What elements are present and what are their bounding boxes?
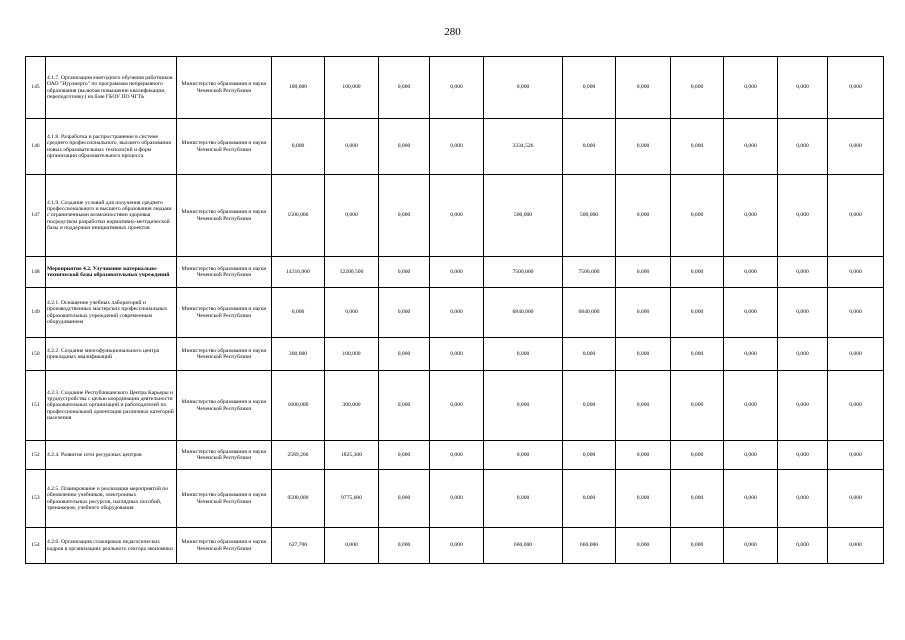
executor-cell: Министерство образования и науки Чеченской Республики <box>177 288 272 338</box>
funding-value-cell: 0,000 <box>430 441 484 470</box>
funding-value-cell: 0,000 <box>778 441 828 470</box>
funding-value-cell: 7500,000 <box>563 257 616 288</box>
funding-value-cell: 500,000 <box>484 175 563 257</box>
table-row <box>26 288 884 338</box>
funding-value-cell: 0,000 <box>724 371 778 441</box>
funding-value-cell: 0,000 <box>724 470 778 528</box>
executor-cell: Министерство образования и науки Чеченской Республики <box>177 528 272 564</box>
funding-value-cell: 100,000 <box>325 57 379 119</box>
funding-value-cell: 0,000 <box>778 470 828 528</box>
funding-value-cell: 0,000 <box>325 119 379 175</box>
measure-description: 4.2.4. Развитие сети ресурсных центров <box>46 441 177 470</box>
funding-value-cell: 0,000 <box>616 119 671 175</box>
funding-value-cell: 2589,200 <box>272 441 325 470</box>
measure-description: Мероприятие 4.2. Улучшение материально-технической базы образовательных учреждений <box>46 257 177 288</box>
funding-value-cell: 0,000 <box>379 338 430 371</box>
funding-value-cell: 0,000 <box>828 470 884 528</box>
funding-value-cell: 0,000 <box>484 470 563 528</box>
funding-value-cell: 1500,000 <box>272 175 325 257</box>
row-number: 147 <box>26 175 46 257</box>
funding-value-cell: 0,000 <box>828 528 884 564</box>
funding-value-cell: 0,000 <box>778 257 828 288</box>
measure-description: 4.1.9. Создание условий для получения среднего профессионального и высшего образования людьми с ограниченными возможностями здоровья посредством разработки нормативно-методической базы и поддержки инициативных проектов <box>46 175 177 257</box>
funding-value-cell: 0,000 <box>379 371 430 441</box>
funding-value-cell: 0,000 <box>616 257 671 288</box>
table-row <box>26 257 884 288</box>
funding-value-cell: 0,000 <box>616 57 671 119</box>
funding-value-cell: 0,000 <box>671 338 724 371</box>
funding-value-cell: 0,000 <box>828 338 884 371</box>
table-row <box>26 371 884 441</box>
funding-value-cell: 0,000 <box>778 371 828 441</box>
measure-description: 4.2.3. Создание Республиканского Центра Карьеры и трудоустройства с целью координации деятельности образовательных организаций и работодателей по профессиональной ориентации различных категорий населения <box>46 371 177 441</box>
row-number: 146 <box>26 119 46 175</box>
table-row <box>26 528 884 564</box>
executor-cell: Министерство образования и науки Чеченской Республики <box>177 371 272 441</box>
table-row <box>26 119 884 175</box>
funding-value-cell: 0,000 <box>484 441 563 470</box>
funding-value-cell: 0,000 <box>828 441 884 470</box>
funding-value-cell: 0,000 <box>724 175 778 257</box>
funding-value-cell: 0,000 <box>671 528 724 564</box>
executor-cell: Министерство образования и науки Чеченской Республики <box>177 257 272 288</box>
measure-description: 4.2.1. Оснащение учебных лабораторий и производственных мастерских профессиональных образовательных учреждений современным оборудованием <box>46 288 177 338</box>
row-number: 153 <box>26 470 46 528</box>
funding-value-cell: 0,000 <box>778 119 828 175</box>
funding-value-cell: 0,000 <box>616 470 671 528</box>
funding-value-cell: 0,000 <box>379 528 430 564</box>
funding-value-cell: 627,700 <box>272 528 325 564</box>
measure-description: 4.2.6. Организация стажировок педагогических кадров в организациях реального сектора экономики <box>46 528 177 564</box>
funding-value-cell: 0,000 <box>325 288 379 338</box>
row-number: 145 <box>26 57 46 119</box>
row-number: 154 <box>26 528 46 564</box>
funding-value-cell: 0,000 <box>563 371 616 441</box>
funding-value-cell: 7500,000 <box>484 257 563 288</box>
executor-cell: Министерство образования и науки Чеченской Республики <box>177 338 272 371</box>
executor-cell: Министерство образования и науки Чеченской Республики <box>177 441 272 470</box>
funding-value-cell: 12200,500 <box>325 257 379 288</box>
funding-value-cell: 0,000 <box>563 57 616 119</box>
row-number: 150 <box>26 338 46 371</box>
executor-cell: Министерство образования и науки Чеченской Республики <box>177 57 272 119</box>
funding-value-cell: 0,000 <box>430 338 484 371</box>
executor-cell: Министерство образования и науки Чеченской Республики <box>177 470 272 528</box>
funding-value-cell: 0,000 <box>778 175 828 257</box>
funding-value-cell: 0,000 <box>563 470 616 528</box>
funding-value-cell: 300,000 <box>325 371 379 441</box>
executor-cell: Министерство образования и науки Чеченской Республики <box>177 119 272 175</box>
funding-value-cell: 0,000 <box>778 57 828 119</box>
funding-value-cell: 0,000 <box>671 371 724 441</box>
executor-cell: Министерство образования и науки Чеченской Республики <box>177 175 272 257</box>
funding-value-cell: 0,000 <box>616 371 671 441</box>
funding-value-cell: 0,000 <box>379 57 430 119</box>
row-number: 149 <box>26 288 46 338</box>
funding-value-cell: 0,000 <box>828 371 884 441</box>
funding-value-cell: 0,000 <box>778 288 828 338</box>
funding-value-cell: 9775,000 <box>325 470 379 528</box>
funding-value-cell: 0,000 <box>325 528 379 564</box>
funding-value-cell: 500,000 <box>563 175 616 257</box>
funding-value-cell: 0,000 <box>430 57 484 119</box>
funding-value-cell: 0,000 <box>724 57 778 119</box>
row-number: 152 <box>26 441 46 470</box>
funding-value-cell: 0,000 <box>379 470 430 528</box>
funding-value-cell: 9500,000 <box>272 470 325 528</box>
funding-value-cell: 300,000 <box>272 338 325 371</box>
funding-value-cell: 0,000 <box>616 441 671 470</box>
budget-table <box>25 56 884 564</box>
row-number: 151 <box>26 371 46 441</box>
funding-value-cell: 0,000 <box>828 257 884 288</box>
funding-value-cell: 0,000 <box>671 175 724 257</box>
funding-value-cell: 0,000 <box>379 441 430 470</box>
funding-value-cell: 0,000 <box>430 470 484 528</box>
table-row <box>26 57 884 119</box>
funding-value-cell: 0,000 <box>828 119 884 175</box>
funding-value-cell: 0,000 <box>724 441 778 470</box>
funding-value-cell: 0,000 <box>616 288 671 338</box>
funding-value-cell: 0,000 <box>272 288 325 338</box>
funding-value-cell: 660,000 <box>563 528 616 564</box>
funding-value-cell: 0,000 <box>430 371 484 441</box>
funding-value-cell: 100,000 <box>325 338 379 371</box>
funding-value-cell: 0,000 <box>671 257 724 288</box>
funding-value-cell: 0,000 <box>379 175 430 257</box>
funding-value-cell: 0,000 <box>484 371 563 441</box>
funding-value-cell: 660,000 <box>484 528 563 564</box>
funding-value-cell: 100,000 <box>272 57 325 119</box>
measure-description: 4.1.8. Разработка и распространение в системе среднего профессионального, высшего образования новых образовательных технологий и форм организации образовательного процесса <box>46 119 177 175</box>
funding-value-cell: 0,000 <box>563 441 616 470</box>
funding-value-cell: 1825,300 <box>325 441 379 470</box>
funding-value-cell: 1600,000 <box>272 371 325 441</box>
funding-value-cell: 0,000 <box>724 119 778 175</box>
funding-value-cell: 0,000 <box>671 57 724 119</box>
funding-value-cell: 0,000 <box>430 119 484 175</box>
funding-value-cell: 0,000 <box>484 338 563 371</box>
funding-value-cell: 0,000 <box>563 338 616 371</box>
funding-value-cell: 14316,900 <box>272 257 325 288</box>
funding-value-cell: 0,000 <box>828 288 884 338</box>
table-row <box>26 441 884 470</box>
table-row <box>26 175 884 257</box>
funding-value-cell: 0,000 <box>430 257 484 288</box>
measure-description: 4.2.2. Создание многофункционального центра прикладных квалификаций <box>46 338 177 371</box>
funding-value-cell: 0,000 <box>724 257 778 288</box>
funding-value-cell: 0,000 <box>671 470 724 528</box>
funding-value-cell: 0,000 <box>379 288 430 338</box>
funding-value-cell: 0,000 <box>616 528 671 564</box>
funding-value-cell: 6840,000 <box>563 288 616 338</box>
funding-value-cell: 0,000 <box>778 338 828 371</box>
funding-value-cell: 0,000 <box>671 441 724 470</box>
funding-value-cell: 0,000 <box>379 257 430 288</box>
funding-value-cell: 0,000 <box>430 528 484 564</box>
table-row <box>26 338 884 371</box>
measure-description: 4.1.7. Организация ежегодного обучения работников ОАО "Нурэнерго" по программам непрерывного образования (включая повышение квалификации, переподготовку) на базе ГБОУ ПО ЧГТЬ <box>46 57 177 119</box>
funding-value-cell: 0,000 <box>671 288 724 338</box>
funding-value-cell: 0,000 <box>828 175 884 257</box>
funding-value-cell: 0,000 <box>430 288 484 338</box>
funding-value-cell: 0,000 <box>724 288 778 338</box>
row-number: 148 <box>26 257 46 288</box>
funding-value-cell: 0,000 <box>724 528 778 564</box>
funding-value-cell: 3334,526 <box>484 119 563 175</box>
funding-value-cell: 0,000 <box>379 119 430 175</box>
funding-value-cell: 0,000 <box>563 119 616 175</box>
funding-value-cell: 0,000 <box>778 528 828 564</box>
funding-value-cell: 0,000 <box>484 57 563 119</box>
funding-value-cell: 0,000 <box>671 119 724 175</box>
page-number: 280 <box>444 26 461 38</box>
funding-value-cell: 0,000 <box>828 57 884 119</box>
funding-value-cell: 0,000 <box>616 175 671 257</box>
funding-value-cell: 0,000 <box>430 175 484 257</box>
funding-value-cell: 0,000 <box>616 338 671 371</box>
funding-value-cell: 0,000 <box>724 338 778 371</box>
funding-value-cell: 0,000 <box>325 175 379 257</box>
funding-value-cell: 6840,000 <box>484 288 563 338</box>
funding-value-cell: 0,000 <box>272 119 325 175</box>
measure-description: 4.2.5. Планирование и реализация мероприятий по обновлению учебников, электронных образовательных ресурсов, наглядных пособий, тренажеров, учебного оборудования <box>46 470 177 528</box>
table-row <box>26 470 884 528</box>
